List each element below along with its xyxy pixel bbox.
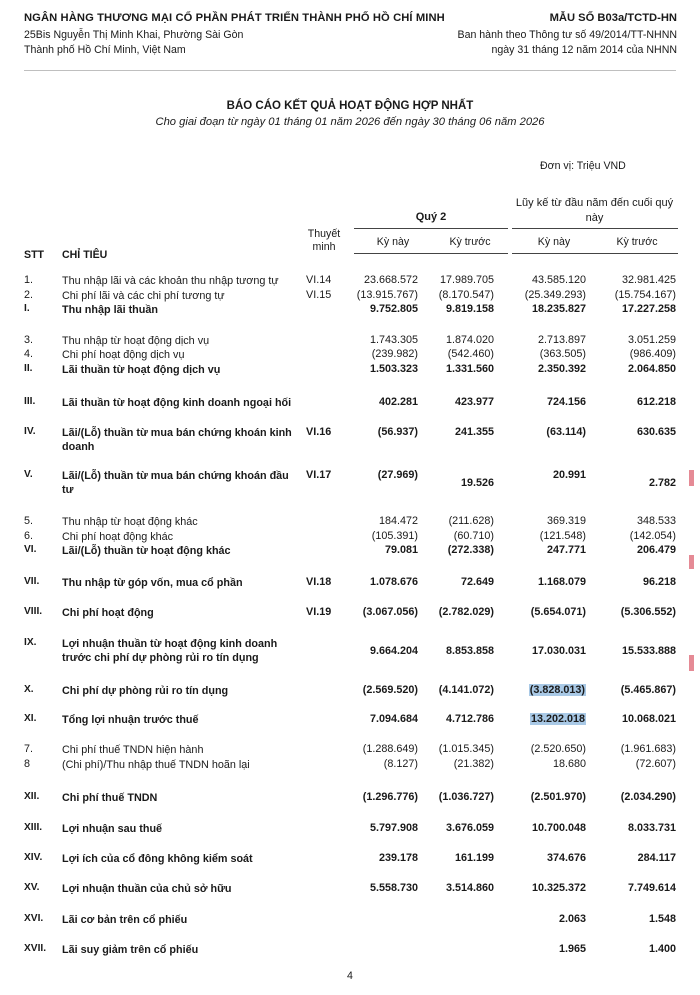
- row-q-this: 402.281: [378, 396, 418, 408]
- row-c-prior: (142.054): [629, 530, 676, 542]
- row-c-prior: 612.218: [636, 396, 676, 408]
- row-q-this: 5.797.908: [369, 822, 418, 834]
- row-c-prior: (5.306.552): [620, 606, 676, 618]
- row-c-this: 724.156: [546, 396, 586, 408]
- row-stt: XI.: [24, 713, 37, 724]
- row-c-prior: (72.607): [635, 758, 676, 770]
- row-c-this: 247.771: [546, 544, 586, 556]
- row-note: VI.15: [306, 289, 332, 301]
- header-divider: [24, 70, 676, 71]
- row-c-prior: 17.227.258: [621, 303, 676, 315]
- row-c-prior: (1.961.683): [620, 743, 676, 755]
- issued-line-2: ngày 31 tháng 12 năm 2014 của NHNN: [491, 44, 677, 56]
- row-q-this: 1.743.305: [369, 334, 418, 346]
- issued-line-1: Ban hành theo Thông tư số 49/2014/TT-NHNN: [457, 29, 677, 41]
- row-stt: VIII.: [24, 606, 43, 617]
- row-c-this: (2.520.650): [530, 743, 586, 755]
- row-c-prior: 10.068.021: [621, 713, 676, 725]
- row-stt: XVI.: [24, 913, 44, 924]
- row-indicator: Lợi nhuận thuần từ hoạt động kinh doanh trước chi phí dự phòng rủi ro tín dụng: [62, 638, 278, 664]
- report-period: Cho giai đoạn từ ngày 01 tháng 01 năm 2026 đến ngày 30 tháng 06 năm 2026: [155, 116, 545, 128]
- q-this-header: Kỳ này: [376, 236, 410, 248]
- row-stt: 4.: [24, 348, 34, 360]
- note-header: Thuyết minh: [307, 228, 341, 253]
- row-q-this: (1.288.649): [362, 743, 418, 755]
- row-stt: III.: [24, 396, 36, 407]
- row-c-prior: 630.635: [636, 426, 676, 438]
- row-q-prior: 1.874.020: [445, 334, 494, 346]
- row-c-prior: 1.400: [648, 943, 676, 955]
- row-c-this: (63.114): [546, 426, 586, 438]
- row-stt: 7.: [24, 743, 34, 755]
- row-q-this: 184.472: [378, 515, 418, 527]
- row-q-prior: 19.526: [460, 477, 494, 489]
- row-note: VI.16: [306, 426, 332, 438]
- indicator-header: CHỈ TIÊU: [62, 249, 108, 261]
- row-stt: XII.: [24, 791, 40, 802]
- row-q-this: (56.937): [377, 426, 418, 438]
- c-prior-header: Kỳ trước: [616, 236, 658, 248]
- row-c-prior: (2.034.290): [620, 791, 676, 803]
- row-c-this: 17.030.031: [531, 645, 586, 657]
- row-c-this: 374.676: [546, 852, 586, 864]
- row-q-prior: (1.015.345): [438, 743, 494, 755]
- row-c-this: 369.319: [546, 515, 586, 527]
- row-note: VI.19: [306, 606, 332, 618]
- row-c-this: 2.350.392: [537, 363, 586, 375]
- row-indicator: Thu nhập lãi và các khoản thu nhập tương tự: [62, 275, 279, 287]
- row-c-this: 1.168.079: [537, 576, 586, 588]
- row-indicator: Thu nhập từ hoạt động dịch vụ: [62, 335, 210, 347]
- row-q-this: (239.982): [371, 348, 418, 360]
- row-q-prior: 3.676.059: [445, 822, 494, 834]
- unit-label: Đơn vị: Triệu VND: [540, 160, 626, 172]
- margin-stamp-mark: [689, 470, 694, 486]
- cumulative-header: Lũy kế từ đầu năm đến cuối quý này: [515, 197, 674, 224]
- row-c-prior: 348.533: [636, 515, 676, 527]
- row-q-prior: 4.712.786: [445, 713, 494, 725]
- row-c-this: 10.325.372: [531, 882, 586, 894]
- row-indicator: Lãi thuần từ hoạt động kinh doanh ngoại hối: [62, 397, 292, 409]
- row-q-this: 79.081: [384, 544, 418, 556]
- row-q-this: 7.094.684: [369, 713, 418, 725]
- row-q-prior: 241.355: [454, 426, 494, 438]
- row-c-prior: 3.051.259: [627, 334, 676, 346]
- row-stt: VI.: [24, 544, 37, 555]
- row-indicator: Thu nhập từ hoạt động khác: [62, 516, 198, 528]
- row-c-prior: 206.479: [636, 544, 676, 556]
- row-stt: 8: [24, 758, 31, 770]
- margin-stamp-mark: [689, 655, 694, 671]
- row-q-this: 1.503.323: [369, 363, 418, 375]
- row-stt: IV.: [24, 426, 36, 437]
- row-q-this: 239.178: [378, 852, 418, 864]
- row-indicator: Chi phí hoạt động: [62, 607, 154, 619]
- row-q-prior: 17.989.705: [439, 274, 494, 286]
- bank-name: NGÂN HÀNG THƯƠNG MẠI CỔ PHẦN PHÁT TRIỂN THÀNH PHỐ HỒ CHÍ MINH: [24, 12, 445, 24]
- row-indicator: Lãi/(Lỗ) thuần từ mua bán chứng khoán đầu tư: [62, 470, 289, 496]
- row-c-this: (363.505): [539, 348, 586, 360]
- row-q-this: (2.569.520): [362, 684, 418, 696]
- row-indicator: Lợi nhuận sau thuế: [62, 823, 163, 835]
- row-q-prior: (1.036.727): [438, 791, 494, 803]
- row-c-this: (25.349.293): [524, 289, 586, 301]
- row-c-this: 1.965: [558, 943, 586, 955]
- c-this-header: Kỳ này: [537, 236, 571, 248]
- row-stt: 5.: [24, 515, 34, 527]
- row-indicator: Lãi cơ bản trên cổ phiếu: [62, 914, 188, 926]
- row-c-prior: 8.033.731: [627, 822, 676, 834]
- row-indicator: Chi phí thuế TNDN: [62, 792, 158, 804]
- quarter-sub-rule: [354, 253, 508, 254]
- row-q-this: 23.668.572: [363, 274, 418, 286]
- row-q-prior: 9.819.158: [445, 303, 494, 315]
- row-c-prior: (5.465.867): [620, 684, 676, 696]
- row-c-prior: 2.064.850: [627, 363, 676, 375]
- row-q-prior: (21.382): [453, 758, 494, 770]
- row-indicator: Lãi/(Lỗ) thuần từ mua bán chứng khoán kinh doanh: [62, 427, 292, 453]
- row-c-this: 2.713.897: [537, 334, 586, 346]
- row-q-prior: (8.170.547): [438, 289, 494, 301]
- row-q-this: 9.664.204: [369, 645, 418, 657]
- report-title: BÁO CÁO KẾT QUẢ HOẠT ĐỘNG HỢP NHẤT: [226, 100, 474, 112]
- row-indicator: Chi phí dự phòng rủi ro tín dụng: [62, 685, 229, 697]
- row-q-prior: (60.710): [453, 530, 494, 542]
- row-note: VI.14: [306, 274, 332, 286]
- row-c-prior: (986.409): [629, 348, 676, 360]
- row-q-prior: 8.853.858: [445, 645, 494, 657]
- row-c-this: 10.700.048: [531, 822, 586, 834]
- row-indicator: Chi phí lãi và các chi phí tương tự: [62, 290, 225, 302]
- row-note: VI.18: [306, 576, 332, 588]
- row-indicator: Chi phí hoạt động khác: [62, 531, 174, 543]
- row-c-prior: 2.782: [648, 477, 676, 489]
- row-stt: 2.: [24, 289, 34, 301]
- row-c-prior: 96.218: [642, 576, 676, 588]
- row-indicator: Chi phí hoạt động dịch vụ: [62, 349, 185, 361]
- row-c-this: 20.991: [552, 469, 586, 481]
- margin-stamp-mark: [689, 555, 694, 569]
- row-q-this: (105.391): [371, 530, 418, 542]
- row-c-this: 18.680: [552, 758, 586, 770]
- row-q-prior: (211.628): [448, 515, 494, 527]
- row-q-this: 1.078.676: [369, 576, 418, 588]
- row-stt: XVII.: [24, 943, 47, 954]
- row-c-this: (121.548): [539, 530, 586, 542]
- row-c-this: 43.585.120: [531, 274, 586, 286]
- row-q-prior: (4.141.072): [438, 684, 494, 696]
- address-line-1: 25Bis Nguyễn Thị Minh Khai, Phường Sài Gòn: [24, 29, 244, 41]
- row-stt: XV.: [24, 882, 40, 893]
- row-stt: I.: [24, 303, 30, 314]
- cumulative-header-rule: [512, 228, 678, 229]
- row-indicator: Lợi ích của cổ đông không kiểm soát: [62, 853, 253, 865]
- q-prior-header: Kỳ trước: [449, 236, 491, 248]
- row-stt: XIII.: [24, 822, 43, 833]
- row-indicator: Thu nhập từ góp vốn, mua cổ phần: [62, 577, 243, 589]
- row-c-this: (5.654.071): [530, 606, 586, 618]
- row-q-prior: (272.338): [447, 544, 494, 556]
- row-c-this: (3.828.013): [529, 684, 585, 696]
- row-q-prior: 423.977: [454, 396, 494, 408]
- row-c-this: (2.501.970): [530, 791, 586, 803]
- row-indicator: (Chi phí)/Thu nhập thuế TNDN hoãn lại: [62, 759, 250, 771]
- row-stt: V.: [24, 469, 33, 480]
- page-number: 4: [347, 970, 353, 982]
- row-indicator: Chi phí thuế TNDN hiện hành: [62, 744, 204, 756]
- row-stt: 1.: [24, 274, 34, 286]
- row-c-prior: 284.117: [637, 852, 676, 864]
- row-c-prior: (15.754.167): [614, 289, 676, 301]
- row-q-this: (3.067.056): [362, 606, 418, 618]
- row-q-prior: 1.331.560: [445, 363, 494, 375]
- row-stt: II.: [24, 363, 33, 374]
- row-indicator: Lãi/(Lỗ) thuần từ hoạt động khác: [62, 545, 231, 557]
- row-indicator: Lãi thuần từ hoạt động dịch vụ: [62, 364, 221, 376]
- row-c-this: 13.202.018: [530, 713, 585, 725]
- form-code: MẪU SỐ B03a/TCTD-HN: [549, 12, 677, 24]
- row-indicator: Tổng lợi nhuận trước thuế: [62, 714, 199, 726]
- row-q-this: 5.558.730: [369, 882, 418, 894]
- row-q-prior: 72.649: [460, 576, 494, 588]
- row-q-prior: 161.199: [454, 852, 494, 864]
- row-c-prior: 15.533.888: [621, 645, 676, 657]
- row-c-prior: 1.548: [648, 913, 676, 925]
- row-q-this: 9.752.805: [369, 303, 418, 315]
- row-stt: IX.: [24, 637, 37, 648]
- cumulative-sub-rule: [512, 253, 678, 254]
- row-q-prior: 3.514.860: [445, 882, 494, 894]
- address-line-2: Thành phố Hồ Chí Minh, Việt Nam: [24, 44, 186, 56]
- row-q-this: (1.296.776): [362, 791, 418, 803]
- row-q-this: (27.969): [377, 469, 418, 481]
- row-stt: 6.: [24, 530, 34, 542]
- row-q-this: (8.127): [383, 758, 418, 770]
- stt-header: STT: [24, 249, 45, 261]
- row-c-this: 18.235.827: [531, 303, 586, 315]
- row-c-prior: 7.749.614: [627, 882, 676, 894]
- row-indicator: Lợi nhuận thuần của chủ sở hữu: [62, 883, 232, 895]
- row-q-prior: (542.460): [447, 348, 494, 360]
- row-note: VI.17: [306, 469, 332, 481]
- quarter-header-rule: [354, 228, 508, 229]
- row-indicator: Thu nhập lãi thuần: [62, 304, 158, 316]
- row-stt: 3.: [24, 334, 34, 346]
- row-c-prior: 32.981.425: [621, 274, 676, 286]
- row-q-this: (13.915.767): [356, 289, 418, 301]
- quarter-header: Quý 2: [415, 211, 447, 223]
- row-stt: XIV.: [24, 852, 43, 863]
- row-stt: X.: [24, 684, 34, 695]
- row-c-this: 2.063: [558, 913, 586, 925]
- row-stt: VII.: [24, 576, 40, 587]
- row-indicator: Lãi suy giảm trên cổ phiếu: [62, 944, 199, 956]
- row-q-prior: (2.782.029): [438, 606, 494, 618]
